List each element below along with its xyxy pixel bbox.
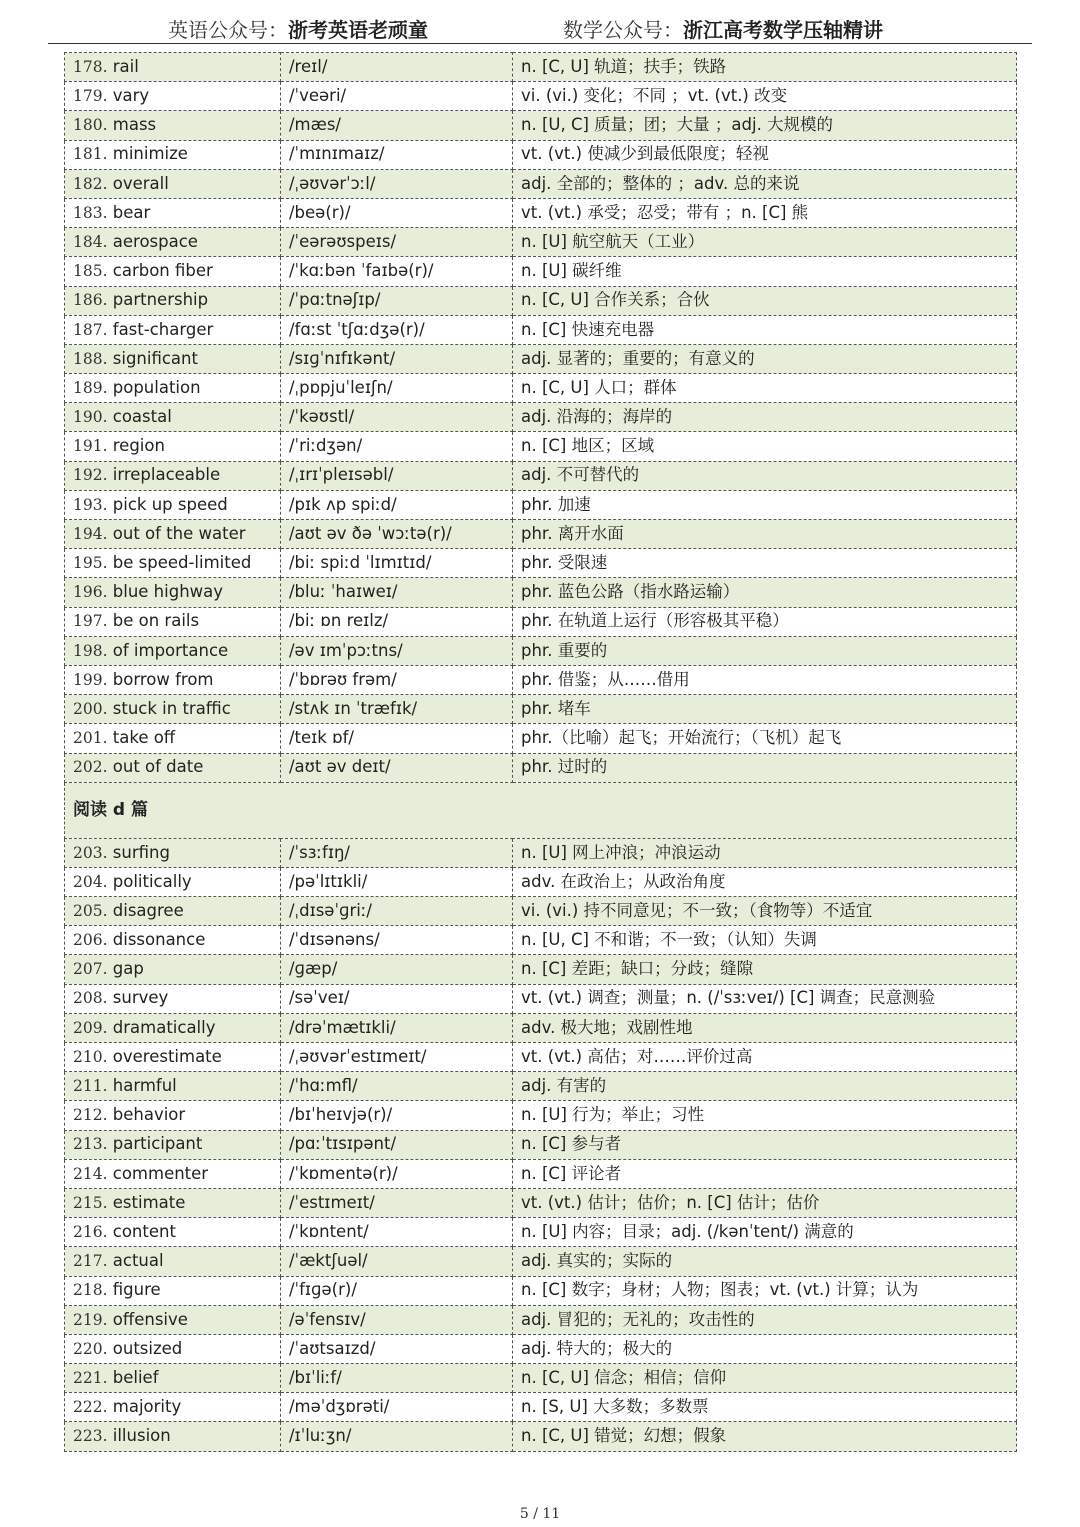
entry-word: rail <box>112 56 139 76</box>
vocab-row <box>65 1305 1017 1334</box>
vocab-row <box>65 897 1017 926</box>
vocab-row <box>65 257 1017 286</box>
phonetic-cell: /ˈestɪmeɪt/ <box>281 1188 513 1217</box>
phonetic-cell: /ˈbɒrəʊ frəm/ <box>281 665 513 694</box>
definition-cell: phr. 堵车 <box>513 695 1017 724</box>
entry-number: 202. <box>73 758 108 777</box>
entry-number: 204. <box>73 872 108 891</box>
phonetic-cell: /aʊt əv ðə ˈwɔːtə(r)/ <box>281 520 513 549</box>
word-cell <box>65 374 281 403</box>
word-cell <box>65 1013 281 1042</box>
entry-number: 205. <box>73 901 108 920</box>
phonetic-cell: /fɑːst ˈtʃɑːdʒə(r)/ <box>281 315 513 344</box>
entry-number: 209. <box>73 1018 108 1037</box>
vocab-row <box>65 1072 1017 1101</box>
entry-word: overall <box>112 173 169 193</box>
definition-cell: phr.（比喻）起飞；开始流行；（飞机）起飞 <box>513 724 1017 753</box>
phonetic-cell: /biː ɒn reɪlz/ <box>281 607 513 636</box>
entry-number: 198. <box>73 641 108 660</box>
entry-number: 178. <box>73 57 108 76</box>
word-cell <box>65 897 281 926</box>
word-cell <box>65 867 281 896</box>
definition-cell: n. [U] 碳纤维 <box>513 257 1017 286</box>
entry-word: actual <box>112 1251 164 1271</box>
word-cell <box>65 1393 281 1422</box>
entry-number: 212. <box>73 1106 108 1125</box>
page-number <box>0 1506 1080 1522</box>
vocab-row <box>65 1218 1017 1247</box>
entry-word: politically <box>112 871 192 891</box>
definition-cell: n. [C] 数字；身材；人物；图表；vt. (vt.) 计算；认为 <box>513 1276 1017 1305</box>
section-heading: 阅读 d 篇 <box>65 782 1017 838</box>
definition-cell: n. [C] 差距；缺口；分歧；缝隙 <box>513 955 1017 984</box>
phonetic-cell: /aʊt əv deɪt/ <box>281 753 513 782</box>
entry-number: 192. <box>73 466 108 485</box>
word-cell <box>65 432 281 461</box>
word-cell <box>65 140 281 169</box>
vocab-row <box>65 695 1017 724</box>
entry-number: 211. <box>73 1077 108 1096</box>
header-right-name: 浙江高考数学压轴精讲 <box>683 18 883 42</box>
header-left-name: 浙考英语老顽童 <box>288 18 428 42</box>
definition-cell: n. [C, U] 错觉；幻想；假象 <box>513 1422 1017 1451</box>
entry-word: out of date <box>112 757 204 777</box>
word-cell <box>65 315 281 344</box>
entry-number: 182. <box>73 174 108 193</box>
word-cell <box>65 198 281 227</box>
phonetic-cell: /ɪˈluːʒn/ <box>281 1422 513 1451</box>
entry-number: 194. <box>73 524 108 543</box>
entry-number: 179. <box>73 87 108 106</box>
vocab-row <box>65 111 1017 140</box>
definition-cell: n. [C, U] 轨道；扶手；铁路 <box>513 53 1017 82</box>
entry-number: 217. <box>73 1252 108 1271</box>
phonetic-cell: /ˈfɪɡə(r)/ <box>281 1276 513 1305</box>
entry-number: 207. <box>73 960 108 979</box>
entry-number: 199. <box>73 670 108 689</box>
header-math-account <box>563 14 883 43</box>
vocab-row <box>65 636 1017 665</box>
vocab-row <box>65 140 1017 169</box>
word-cell <box>65 695 281 724</box>
definition-cell: adj. 不可替代的 <box>513 461 1017 490</box>
vocab-row <box>65 578 1017 607</box>
phonetic-cell: /səˈveɪ/ <box>281 984 513 1013</box>
definition-cell: n. [U, C] 质量；团；大量 ；adj. 大规模的 <box>513 111 1017 140</box>
vocab-row <box>65 838 1017 867</box>
entry-number: 213. <box>73 1135 108 1154</box>
entry-number: 183. <box>73 203 108 222</box>
definition-cell: vi. (vi.) 持不同意见；不一致；（食物等）不适宜 <box>513 897 1017 926</box>
word-cell <box>65 1101 281 1130</box>
entry-number: 181. <box>73 145 108 164</box>
definition-cell: adj. 真实的；实际的 <box>513 1247 1017 1276</box>
phonetic-cell: /sɪɡˈnɪfɪkənt/ <box>281 344 513 373</box>
vocab-row <box>65 1188 1017 1217</box>
vocab-row <box>65 984 1017 1013</box>
entry-word: participant <box>112 1134 203 1154</box>
vocab-row <box>65 1247 1017 1276</box>
phonetic-cell: /teɪk ɒf/ <box>281 724 513 753</box>
phonetic-cell: /ˈkɒmentə(r)/ <box>281 1159 513 1188</box>
definition-cell: n. [S, U] 大多数；多数票 <box>513 1393 1017 1422</box>
vocab-row <box>65 461 1017 490</box>
phonetic-cell: /pɪk ʌp spiːd/ <box>281 490 513 519</box>
header-divider <box>48 43 1032 44</box>
entry-number: 210. <box>73 1047 108 1066</box>
entry-word: content <box>112 1221 176 1241</box>
word-cell <box>65 111 281 140</box>
entry-word: belief <box>112 1367 159 1387</box>
definition-cell: adj. 显著的；重要的；有意义的 <box>513 344 1017 373</box>
word-cell <box>65 1247 281 1276</box>
phonetic-cell: /əv ɪmˈpɔːtns/ <box>281 636 513 665</box>
word-cell <box>65 1130 281 1159</box>
vocab-row <box>65 724 1017 753</box>
vocab-row <box>65 1013 1017 1042</box>
vocab-row <box>65 82 1017 111</box>
phonetic-cell: /ˌəʊvərˈɔːl/ <box>281 169 513 198</box>
entry-word: irreplaceable <box>112 465 221 485</box>
vocab-row <box>65 607 1017 636</box>
word-cell <box>65 549 281 578</box>
entry-word: surfing <box>112 842 170 862</box>
word-cell <box>65 578 281 607</box>
phonetic-cell: /ˈmɪnɪmaɪz/ <box>281 140 513 169</box>
entry-word: borrow from <box>112 669 214 689</box>
phonetic-cell: /mæs/ <box>281 111 513 140</box>
word-cell <box>65 520 281 549</box>
entry-word: significant <box>112 348 198 368</box>
phonetic-cell: /pɑːˈtɪsɪpənt/ <box>281 1130 513 1159</box>
phonetic-cell: /pəˈlɪtɪkli/ <box>281 867 513 896</box>
entry-word: illusion <box>112 1426 171 1446</box>
vocab-rows-top <box>65 53 1017 783</box>
entry-number: 214. <box>73 1164 108 1183</box>
definition-cell: adv. 在政治上；从政治角度 <box>513 867 1017 896</box>
definition-cell: vt. (vt.) 调查；测量；n. (/ˈsɜːveɪ/) [C] 调查；民意测验 <box>513 984 1017 1013</box>
entry-word: survey <box>112 988 169 1008</box>
phonetic-cell: /ˈkɒntent/ <box>281 1218 513 1247</box>
entry-word: estimate <box>112 1192 186 1212</box>
entry-number: 218. <box>73 1281 108 1300</box>
word-cell <box>65 257 281 286</box>
entry-word: blue highway <box>112 582 224 602</box>
entry-word: offensive <box>112 1309 188 1329</box>
vocab-row <box>65 344 1017 373</box>
definition-cell: phr. 过时的 <box>513 753 1017 782</box>
word-cell <box>65 53 281 82</box>
vocab-row <box>65 374 1017 403</box>
phonetic-cell: /ˈkəʊstl/ <box>281 403 513 432</box>
vocab-row <box>65 1334 1017 1363</box>
vocab-row <box>65 1364 1017 1393</box>
definition-cell: vi. (vi.) 变化；不同 ；vt. (vt.) 改变 <box>513 82 1017 111</box>
entry-word: minimize <box>112 144 188 164</box>
entry-word: of importance <box>112 640 229 660</box>
header-english-account <box>168 14 428 43</box>
definition-cell: phr. 在轨道上运行（形容极其平稳） <box>513 607 1017 636</box>
vocab-row <box>65 403 1017 432</box>
phonetic-cell: /ˈpɑːtnəʃɪp/ <box>281 286 513 315</box>
definition-cell: n. [C] 参与者 <box>513 1130 1017 1159</box>
entry-number: 197. <box>73 612 108 631</box>
vocab-row <box>65 665 1017 694</box>
entry-number: 190. <box>73 408 108 427</box>
word-cell <box>65 82 281 111</box>
word-cell <box>65 984 281 1013</box>
vocabulary-table <box>64 52 1017 1452</box>
word-cell <box>65 838 281 867</box>
vocab-rows-bottom <box>65 838 1017 1451</box>
entry-word: partnership <box>112 290 209 310</box>
phonetic-cell: /ˌɪrɪˈpleɪsəbl/ <box>281 461 513 490</box>
entry-word: aerospace <box>112 231 198 251</box>
word-cell <box>65 1188 281 1217</box>
definition-cell: phr. 借鉴；从……借用 <box>513 665 1017 694</box>
entry-number: 220. <box>73 1339 108 1358</box>
word-cell <box>65 344 281 373</box>
definition-cell: phr. 加速 <box>513 490 1017 519</box>
phonetic-cell: /biː spiːd ˈlɪmɪtɪd/ <box>281 549 513 578</box>
word-cell <box>65 607 281 636</box>
entry-word: figure <box>112 1280 161 1300</box>
phonetic-cell: /ˈhɑːmfl/ <box>281 1072 513 1101</box>
word-cell <box>65 169 281 198</box>
phonetic-cell: /reɪl/ <box>281 53 513 82</box>
word-cell <box>65 490 281 519</box>
definition-cell: n. [U] 行为；举止；习性 <box>513 1101 1017 1130</box>
entry-number: 223. <box>73 1427 108 1446</box>
entry-word: outsized <box>112 1338 183 1358</box>
phonetic-cell: /ˈkɑːbən ˈfaɪbə(r)/ <box>281 257 513 286</box>
entry-word: mass <box>112 115 157 135</box>
entry-word: take off <box>112 728 176 748</box>
word-cell <box>65 753 281 782</box>
word-cell <box>65 1276 281 1305</box>
phonetic-cell: /ˈaʊtsaɪzd/ <box>281 1334 513 1363</box>
phonetic-cell: /ˌəʊvərˈestɪmeɪt/ <box>281 1043 513 1072</box>
vocab-row <box>65 315 1017 344</box>
definition-cell: vt. (vt.) 估计；估价；n. [C] 估计；估价 <box>513 1188 1017 1217</box>
entry-word: population <box>112 377 201 397</box>
definition-cell: adj. 沿海的；海岸的 <box>513 403 1017 432</box>
section-heading-row <box>65 782 1017 838</box>
word-cell <box>65 286 281 315</box>
phonetic-cell: /beə(r)/ <box>281 198 513 227</box>
entry-number: 203. <box>73 843 108 862</box>
entry-word: bear <box>112 202 151 222</box>
definition-cell: vt. (vt.) 使减少到最低限度；轻视 <box>513 140 1017 169</box>
entry-word: be speed-limited <box>112 553 252 573</box>
phonetic-cell: /bɪˈliːf/ <box>281 1364 513 1393</box>
definition-cell: n. [C] 评论者 <box>513 1159 1017 1188</box>
vocab-row <box>65 1101 1017 1130</box>
definition-cell: n. [U] 航空航天（工业） <box>513 228 1017 257</box>
vocab-row <box>65 53 1017 82</box>
entry-word: region <box>112 436 165 456</box>
page-current: 5 <box>519 1506 529 1522</box>
phonetic-cell: /drəˈmætɪkli/ <box>281 1013 513 1042</box>
entry-word: carbon fiber <box>112 261 213 281</box>
vocab-row <box>65 169 1017 198</box>
word-cell <box>65 1218 281 1247</box>
phonetic-cell: /ˈsɜːfɪŋ/ <box>281 838 513 867</box>
vocab-row <box>65 286 1017 315</box>
word-cell <box>65 228 281 257</box>
entry-number: 215. <box>73 1193 108 1212</box>
vocab-row <box>65 490 1017 519</box>
phonetic-cell: /ˌpɒpjuˈleɪʃn/ <box>281 374 513 403</box>
entry-number: 222. <box>73 1398 108 1417</box>
vocab-row <box>65 1276 1017 1305</box>
entry-number: 201. <box>73 729 108 748</box>
phonetic-cell: /ˈæktʃuəl/ <box>281 1247 513 1276</box>
entry-word: be on rails <box>112 611 200 631</box>
definition-cell: phr. 蓝色公路（指水路运输） <box>513 578 1017 607</box>
definition-cell: vt. (vt.) 承受；忍受；带有 ；n. [C] 熊 <box>513 198 1017 227</box>
phonetic-cell: /bɪˈheɪvjə(r)/ <box>281 1101 513 1130</box>
header-left-label: 英语公众号： <box>168 18 288 42</box>
word-cell <box>65 461 281 490</box>
entry-number: 189. <box>73 378 108 397</box>
definition-cell: n. [C] 地区；区域 <box>513 432 1017 461</box>
phonetic-cell: /ˈveəri/ <box>281 82 513 111</box>
page-separator: / <box>533 1506 538 1522</box>
word-cell <box>65 955 281 984</box>
entry-word: vary <box>112 86 150 106</box>
word-cell <box>65 1334 281 1363</box>
entry-number: 180. <box>73 116 108 135</box>
entry-number: 191. <box>73 437 108 456</box>
word-cell <box>65 403 281 432</box>
entry-number: 216. <box>73 1222 108 1241</box>
entry-number: 193. <box>73 495 108 514</box>
phonetic-cell: /stʌk ɪn ˈtræfɪk/ <box>281 695 513 724</box>
phonetic-cell: /bluː ˈhaɪweɪ/ <box>281 578 513 607</box>
entry-word: majority <box>112 1397 182 1417</box>
vocab-row <box>65 520 1017 549</box>
entry-number: 196. <box>73 583 108 602</box>
definition-cell: n. [C, U] 合作关系；合伙 <box>513 286 1017 315</box>
phonetic-cell: /ˌdɪsəˈɡriː/ <box>281 897 513 926</box>
phonetic-cell: /ˈeərəʊspeɪs/ <box>281 228 513 257</box>
definition-cell: adj. 全部的；整体的 ；adv. 总的来说 <box>513 169 1017 198</box>
entry-word: stuck in traffic <box>112 698 231 718</box>
definition-cell: phr. 重要的 <box>513 636 1017 665</box>
entry-word: dissonance <box>112 930 206 950</box>
word-cell <box>65 1422 281 1451</box>
word-cell <box>65 724 281 753</box>
entry-word: commenter <box>112 1163 209 1183</box>
vocab-row <box>65 1043 1017 1072</box>
definition-cell: n. [U, C] 不和谐；不一致；（认知）失调 <box>513 926 1017 955</box>
entry-word: fast-charger <box>112 319 214 339</box>
word-cell <box>65 1159 281 1188</box>
entry-word: behavior <box>112 1105 186 1125</box>
definition-cell: phr. 离开水面 <box>513 520 1017 549</box>
vocab-row <box>65 753 1017 782</box>
vocab-row <box>65 198 1017 227</box>
phonetic-cell: /ɡæp/ <box>281 955 513 984</box>
vocab-row <box>65 432 1017 461</box>
definition-cell: n. [U] 内容；目录；adj. (/kənˈtent/) 满意的 <box>513 1218 1017 1247</box>
phonetic-cell: /məˈdʒɒrəti/ <box>281 1393 513 1422</box>
word-cell <box>65 1364 281 1393</box>
entry-word: dramatically <box>112 1017 216 1037</box>
word-cell <box>65 1305 281 1334</box>
entry-word: disagree <box>112 900 184 920</box>
word-cell <box>65 665 281 694</box>
entry-number: 219. <box>73 1310 108 1329</box>
word-cell <box>65 1072 281 1101</box>
phonetic-cell: /ˈdɪsənəns/ <box>281 926 513 955</box>
entry-number: 185. <box>73 262 108 281</box>
vocab-row <box>65 228 1017 257</box>
vocab-row <box>65 1422 1017 1451</box>
entry-number: 188. <box>73 349 108 368</box>
vocab-row <box>65 926 1017 955</box>
vocab-row <box>65 867 1017 896</box>
definition-cell: n. [U] 网上冲浪；冲浪运动 <box>513 838 1017 867</box>
entry-word: coastal <box>112 407 172 427</box>
definition-cell: adj. 冒犯的；无礼的；攻击性的 <box>513 1305 1017 1334</box>
definition-cell: adj. 有害的 <box>513 1072 1017 1101</box>
entry-word: out of the water <box>112 523 246 543</box>
word-cell <box>65 636 281 665</box>
entry-word: overestimate <box>112 1046 222 1066</box>
definition-cell: n. [C, U] 信念；相信；信仰 <box>513 1364 1017 1393</box>
definition-cell: adv. 极大地；戏剧性地 <box>513 1013 1017 1042</box>
entry-number: 206. <box>73 931 108 950</box>
vocab-row <box>65 1393 1017 1422</box>
entry-number: 208. <box>73 989 108 1008</box>
vocab-row <box>65 1130 1017 1159</box>
entry-word: pick up speed <box>112 494 228 514</box>
entry-number: 186. <box>73 291 108 310</box>
section-row-group <box>65 782 1017 838</box>
phonetic-cell: /əˈfensɪv/ <box>281 1305 513 1334</box>
definition-cell: vt. (vt.) 高估；对……评价过高 <box>513 1043 1017 1072</box>
entry-word: gap <box>112 959 144 979</box>
entry-number: 184. <box>73 232 108 251</box>
entry-number: 195. <box>73 554 108 573</box>
vocab-row <box>65 955 1017 984</box>
header-right-label: 数学公众号： <box>563 18 683 42</box>
entry-word: harmful <box>112 1076 177 1096</box>
entry-number: 221. <box>73 1368 108 1387</box>
word-cell <box>65 1043 281 1072</box>
page-total: 11 <box>542 1506 561 1522</box>
page-header <box>0 0 1080 44</box>
definition-cell: n. [C, U] 人口；群体 <box>513 374 1017 403</box>
word-cell <box>65 926 281 955</box>
definition-cell: n. [C] 快速充电器 <box>513 315 1017 344</box>
vocab-row <box>65 1159 1017 1188</box>
definition-cell: phr. 受限速 <box>513 549 1017 578</box>
entry-number: 200. <box>73 699 108 718</box>
entry-number: 187. <box>73 320 108 339</box>
phonetic-cell: /ˈriːdʒən/ <box>281 432 513 461</box>
definition-cell: adj. 特大的；极大的 <box>513 1334 1017 1363</box>
vocab-row <box>65 549 1017 578</box>
